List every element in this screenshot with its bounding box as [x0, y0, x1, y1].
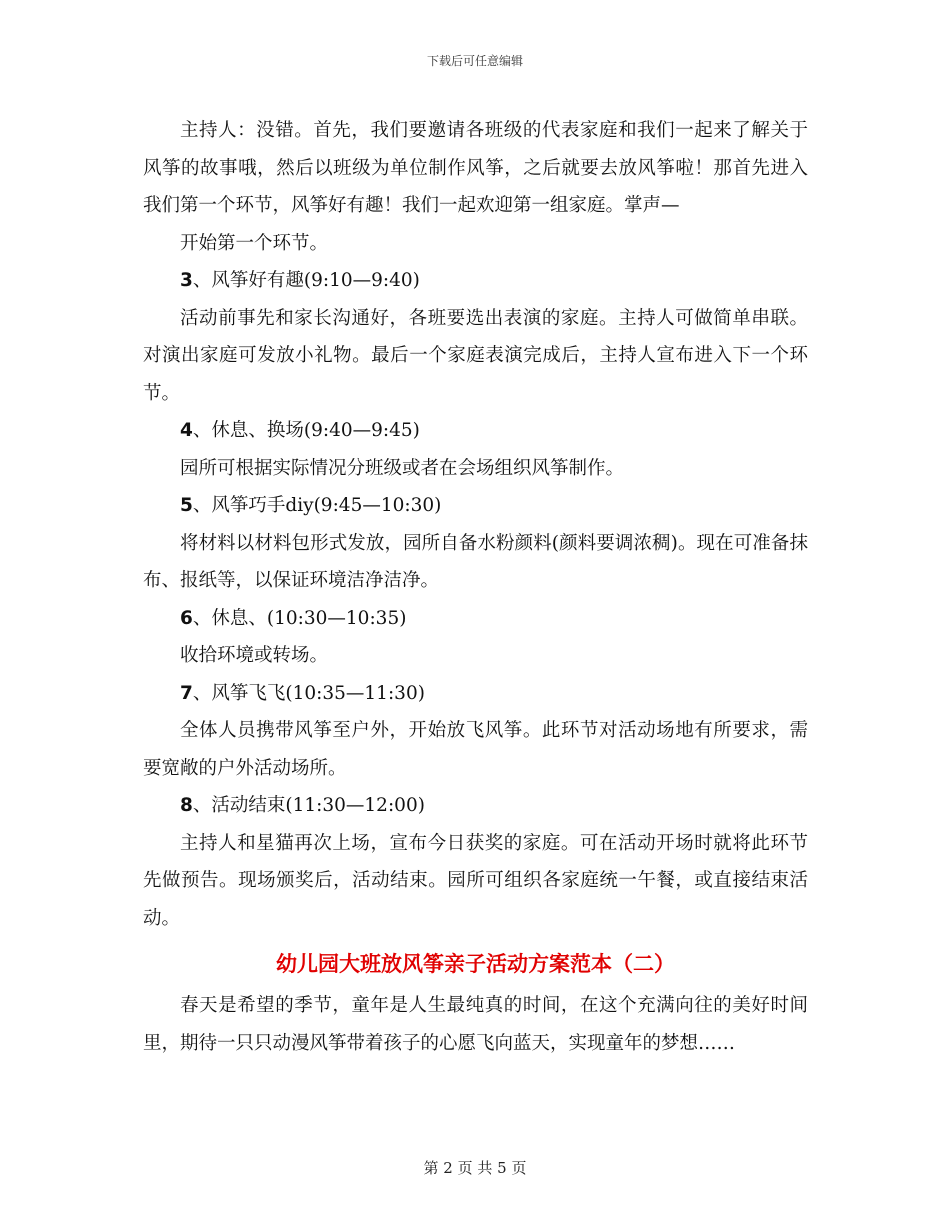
section-heading-6 — [143, 600, 808, 638]
paragraph: 园所可根据实际情况分班级或者在会场组织风筝制作。 — [180, 457, 625, 479]
section-title: 、休息、换场(9:40—9:45) — [192, 420, 420, 441]
paragraph: 春天是希望的季节，童年是人生最纯真的时间，在这个充满向往的美好时间里，期待一只只动漫风筝带着孩子的心愿飞向蓝天，实现童年的梦想…… — [143, 995, 808, 1054]
section-number: 5 — [180, 495, 193, 516]
section-heading-8 — [143, 787, 808, 825]
section-heading-4 — [143, 412, 808, 450]
section-number: 7 — [180, 682, 193, 704]
paragraph: 主持人：没错。首先，我们要邀请各班级的代表家庭和我们一起来了解关于风筝的故事哦，然后以班级为单位制作风筝，之后就要去放风筝啦！那首先进入我们第一个环节，风筝好有趣！我们一起欢迎第一组家庭。掌声— — [143, 120, 808, 216]
paragraph: 收拾环境或转场。 — [180, 645, 329, 666]
paragraph: 开始第一个环节。 — [180, 232, 329, 254]
paragraph: 全体人员携带风筝至户外，开始放飞风筝。此环节对活动场地有所要求，需要宽敞的户外活动场所。 — [143, 720, 808, 779]
section-number: 8 — [180, 795, 193, 816]
section-number: 4 — [180, 420, 193, 441]
section-heading-7 — [143, 675, 808, 713]
section-title: 、活动结束(11:30—12:00) — [192, 795, 425, 816]
section-title: 、风筝飞飞(10:35—11:30) — [192, 682, 425, 704]
page-footer: 第 2 页 共 5 页 — [423, 1159, 527, 1177]
paragraph: 活动前事先和家长沟通好，各班要选出表演的家庭。主持人可做简单串联。对演出家庭可发放小礼物。最后一个家庭表演完成后，主持人宣布进入下一个环节。 — [143, 307, 808, 404]
document-body — [143, 112, 808, 1062]
section-title-red: 幼儿园大班放风筝亲子活动方案范本（二） — [276, 951, 675, 976]
paragraph: 主持人和星猫再次上场，宣布今日获奖的家庭。可在活动开场时就将此环节先做预告。现场颁奖后，活动结束。园所可组织各家庭统一午餐，或直接结束活动。 — [143, 832, 808, 929]
section-title: 、休息、(10:30—10:35) — [192, 607, 407, 629]
section-number: 6 — [180, 607, 193, 629]
section-number: 3 — [180, 270, 193, 291]
section-heading-3 — [143, 262, 808, 300]
section-title: 、风筝巧手diy(9:45—10:30) — [192, 495, 442, 516]
section-title: 、风筝好有趣(9:10—9:40) — [192, 270, 420, 291]
page-header: 下载后可任意编辑 — [426, 54, 523, 68]
paragraph: 将材料以材料包形式发放，园所自备水粉颜料(颜料要调浓稠)。现在可准备抹布、报纸等，以保证环境洁净洁净。 — [143, 532, 808, 591]
section-heading-5 — [143, 487, 808, 525]
